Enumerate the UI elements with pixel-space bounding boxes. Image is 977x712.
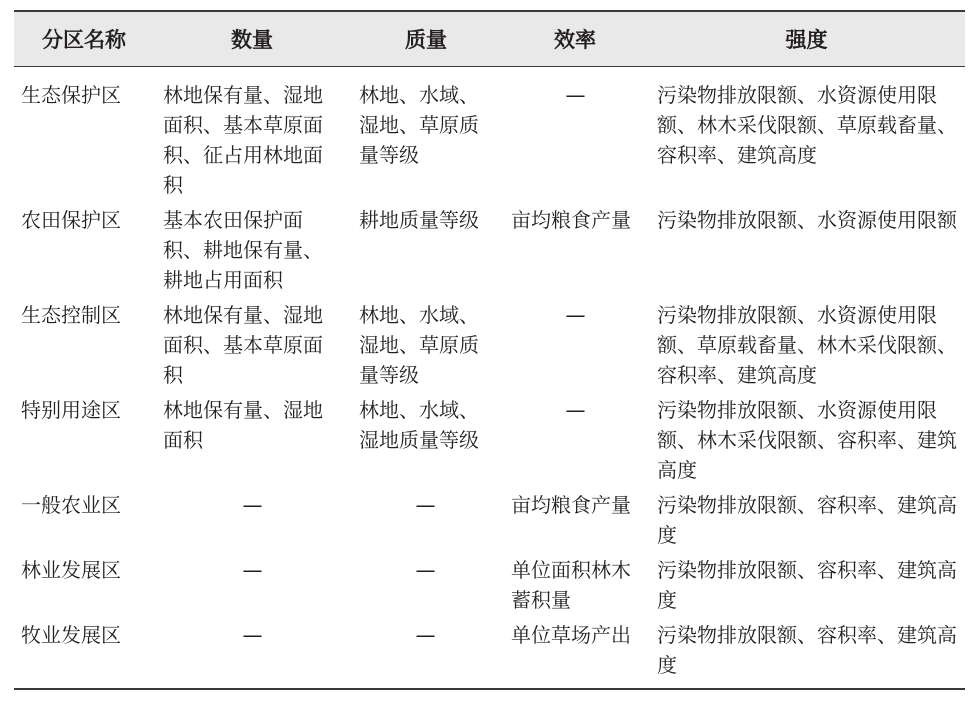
efficiency-cell: — (565, 398, 586, 422)
table-row (14, 620, 965, 689)
intensity-cell: 污染物排放限额、水资源使用限额 (657, 208, 957, 232)
header-zone-name: 分区名称 (14, 11, 154, 67)
intensity-cell: 污染物排放限额、水资源使用限额、草原载畜量、林木采伐限额、容积率、建筑高度 (657, 303, 957, 387)
table-row (14, 67, 965, 206)
table-row (14, 395, 965, 490)
zone-name-cell: 牧业发展区 (21, 623, 121, 647)
efficiency-cell: 单位草场产出 (511, 623, 631, 647)
quantity-cell: 基本农田保护面积、耕地保有量、耕地占用面积 (163, 208, 323, 292)
zone-name-cell: 生态保护区 (21, 83, 121, 107)
zoning-indicator-table (14, 10, 965, 690)
header-quantity: 数量 (154, 11, 350, 67)
table-body (14, 67, 965, 690)
quantity-cell: 林地保有量、湿地面积 (163, 398, 323, 452)
table-row (14, 490, 965, 555)
quality-cell: 林地、水域、湿地质量等级 (359, 398, 479, 452)
quantity-cell: — (242, 558, 263, 582)
intensity-cell: 污染物排放限额、水资源使用限额、林木采伐限额、草原载畜量、容积率、建筑高度 (657, 83, 957, 167)
efficiency-cell: 亩均粮食产量 (511, 493, 631, 517)
intensity-cell: 污染物排放限额、容积率、建筑高度 (657, 623, 957, 677)
quality-cell: 林地、水域、湿地、草原质量等级 (359, 83, 479, 167)
efficiency-cell: — (565, 83, 586, 107)
zone-name-cell: 一般农业区 (21, 493, 121, 517)
efficiency-cell: 亩均粮食产量 (511, 208, 631, 232)
intensity-cell: 污染物排放限额、水资源使用限额、林木采伐限额、容积率、建筑高度 (657, 398, 957, 482)
quantity-cell: 林地保有量、湿地面积、基本草原面积 (163, 303, 323, 387)
table-header (14, 11, 965, 67)
zone-name-cell: 特别用途区 (21, 398, 121, 422)
intensity-cell: 污染物排放限额、容积率、建筑高度 (657, 558, 957, 612)
table-row (14, 555, 965, 620)
zone-name-cell: 农田保护区 (21, 208, 121, 232)
quantity-cell: — (242, 623, 263, 647)
header-efficiency: 效率 (502, 11, 648, 67)
table-row (14, 205, 965, 300)
quantity-cell: 林地保有量、湿地面积、基本草原面积、征占用林地面积 (163, 83, 323, 197)
quantity-cell: — (242, 493, 263, 517)
header-row (14, 11, 965, 67)
zone-name-cell: 林业发展区 (21, 558, 121, 582)
quality-cell: 耕地质量等级 (359, 208, 479, 232)
header-intensity: 强度 (648, 11, 965, 67)
quality-cell: — (415, 493, 436, 517)
efficiency-cell: 单位面积林木蓄积量 (511, 558, 631, 612)
quality-cell: — (415, 623, 436, 647)
quality-cell: — (415, 558, 436, 582)
efficiency-cell: — (565, 303, 586, 327)
table-row (14, 300, 965, 395)
zone-name-cell: 生态控制区 (21, 303, 121, 327)
header-quality: 质量 (350, 11, 502, 67)
quality-cell: 林地、水域、湿地、草原质量等级 (359, 303, 479, 387)
intensity-cell: 污染物排放限额、容积率、建筑高度 (657, 493, 957, 547)
